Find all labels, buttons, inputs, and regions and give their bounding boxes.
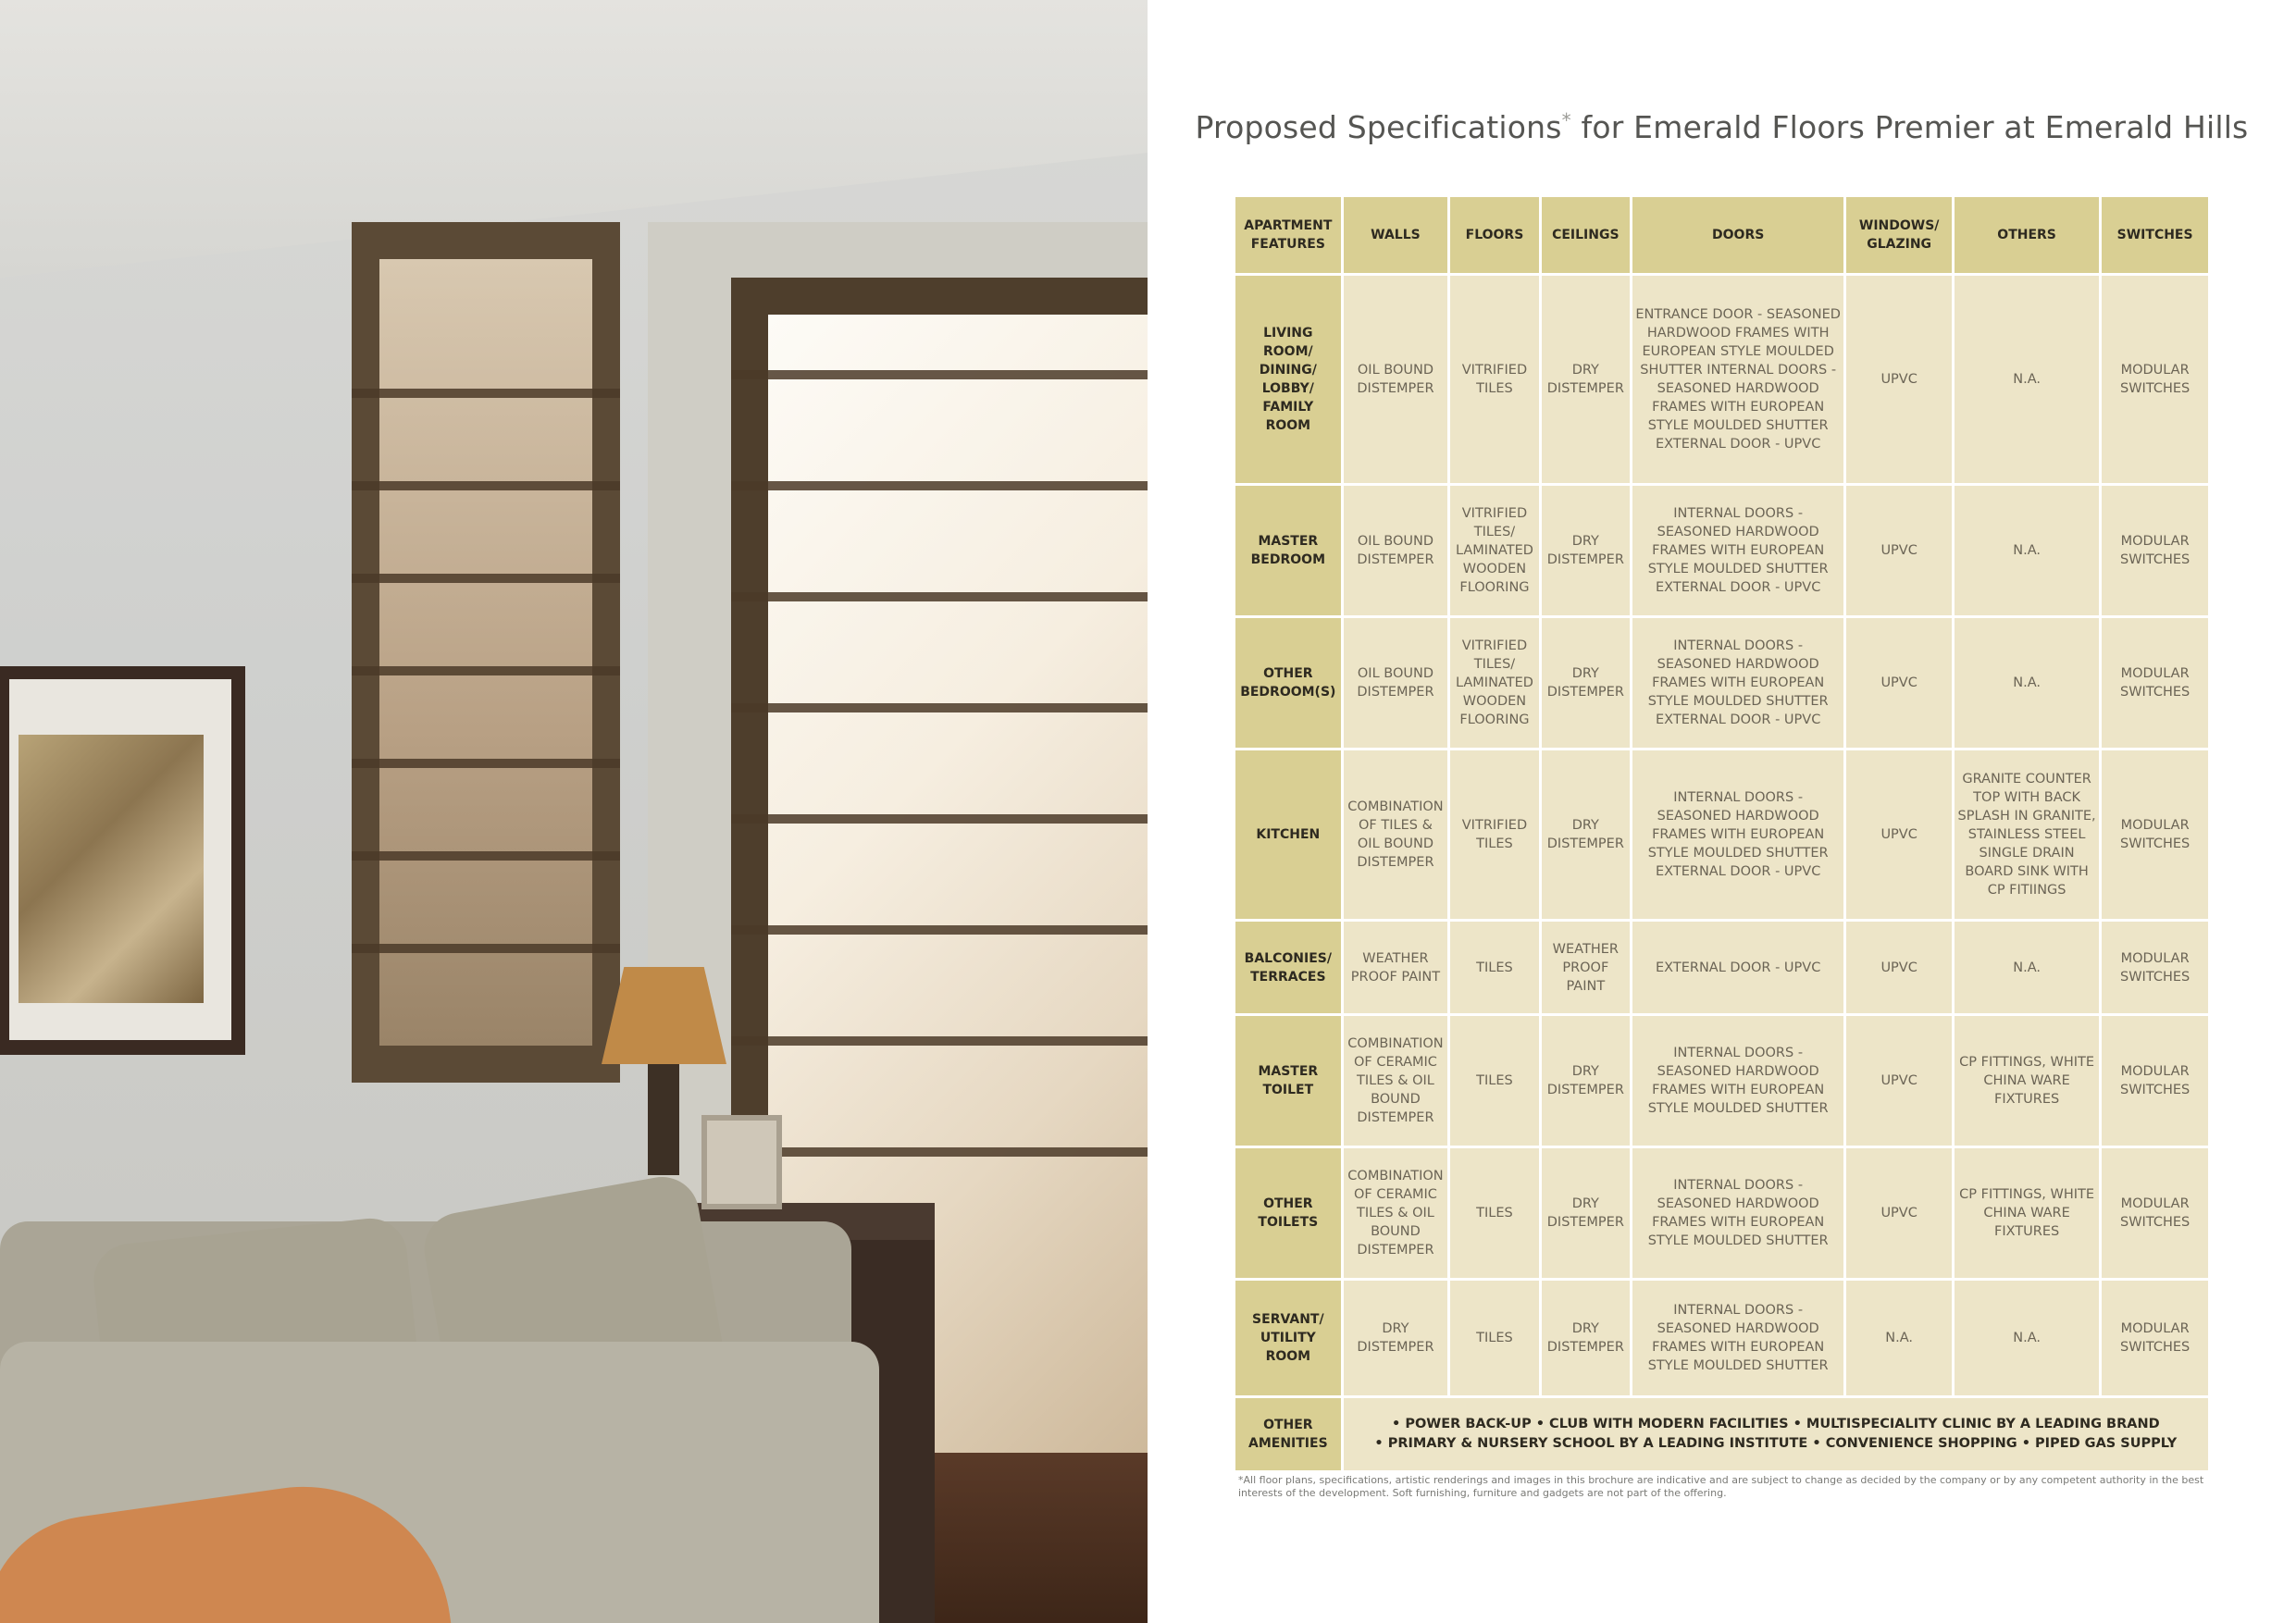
feature-cell: LIVING ROOM/ DINING/ LOBBY/ FAMILY ROOM [1235, 276, 1341, 483]
windows-cell: N.A. [1846, 1281, 1952, 1395]
blind-slat [352, 851, 620, 861]
blind-slat [731, 1147, 1148, 1157]
blind-slat [731, 1036, 1148, 1046]
windows-cell: UPVC [1846, 922, 1952, 1013]
floors-cell: TILES [1450, 1148, 1538, 1278]
ceilings-cell: DRY DISTEMPER [1542, 486, 1630, 615]
specifications-table [1233, 194, 2211, 1473]
amenities-row [1235, 1398, 2208, 1470]
doors-cell: INTERNAL DOORS - SEASONED HARDWOOD FRAMES WITH EUROPEAN STYLE MOULDED SHUTTER EXTERNAL DOOR - UPVC [1632, 618, 1843, 748]
blind-slat [731, 925, 1148, 935]
blind-slat [352, 574, 620, 583]
ceilings-cell: WEATHER PROOF PAINT [1542, 922, 1630, 1013]
header-windows-glazing: WINDOWS/ GLAZING [1846, 197, 1952, 273]
others-cell: CP FITTINGS, WHITE CHINA WARE FIXTURES [1955, 1148, 2099, 1278]
switches-cell: MODULAR SWITCHES [2102, 1016, 2208, 1146]
header-walls: WALLS [1344, 197, 1448, 273]
ceilings-cell: DRY DISTEMPER [1542, 276, 1630, 483]
feature-cell: SERVANT/ UTILITY ROOM [1235, 1281, 1341, 1395]
blind-slat [731, 481, 1148, 490]
feature-cell: MASTER TOILET [1235, 1016, 1341, 1146]
floors-cell: VITRIFIED TILES/ LAMINATED WOODEN FLOORING [1450, 618, 1538, 748]
header-others: OTHERS [1955, 197, 2099, 273]
table-header-row [1235, 197, 2208, 273]
walls-cell: WEATHER PROOF PAINT [1344, 922, 1448, 1013]
windows-cell: UPVC [1846, 750, 1952, 919]
walls-cell: OIL BOUND DISTEMPER [1344, 276, 1448, 483]
header-doors: DOORS [1632, 197, 1843, 273]
ceilings-cell: DRY DISTEMPER [1542, 618, 1630, 748]
table-row [1235, 618, 2208, 748]
switches-cell: MODULAR SWITCHES [2102, 1148, 2208, 1278]
switches-cell: MODULAR SWITCHES [2102, 618, 2208, 748]
blind-slat [731, 814, 1148, 824]
table-row [1235, 1281, 2208, 1395]
wall-picture [0, 666, 245, 1055]
header-ceilings: CEILINGS [1542, 197, 1630, 273]
walls-cell: OIL BOUND DISTEMPER [1344, 486, 1448, 615]
windows-cell: UPVC [1846, 276, 1952, 483]
ceilings-cell: DRY DISTEMPER [1542, 1148, 1630, 1278]
floors-cell: VITRIFIED TILES [1450, 276, 1538, 483]
doors-cell: INTERNAL DOORS - SEASONED HARDWOOD FRAMES WITH EUROPEAN STYLE MOULDED SHUTTER EXTERNAL DOOR - UPVC [1632, 486, 1843, 615]
floors-cell: TILES [1450, 1016, 1538, 1146]
switches-cell: MODULAR SWITCHES [2102, 750, 2208, 919]
table-row [1235, 1148, 2208, 1278]
amenities-feature-cell: OTHER AMENITIES [1235, 1398, 1341, 1470]
walls-cell: COMBINATION OF CERAMIC TILES & OIL BOUND DISTEMPER [1344, 1016, 1448, 1146]
doors-cell: INTERNAL DOORS - SEASONED HARDWOOD FRAMES WITH EUROPEAN STYLE MOULDED SHUTTER [1632, 1281, 1843, 1395]
others-cell: CP FITTINGS, WHITE CHINA WARE FIXTURES [1955, 1016, 2099, 1146]
amenities-cell [1344, 1398, 2208, 1470]
feature-cell: OTHER TOILETS [1235, 1148, 1341, 1278]
blind-slat [352, 389, 620, 398]
ceilings-cell: DRY DISTEMPER [1542, 1281, 1630, 1395]
feature-cell: BALCONIES/ TERRACES [1235, 922, 1341, 1013]
table-row [1235, 486, 2208, 615]
others-cell: N.A. [1955, 618, 2099, 748]
amenities-line-1: • POWER BACK-UP • CLUB WITH MODERN FACILITIES • MULTISPECIALITY CLINIC BY A LEADING BRAND [1392, 1417, 2160, 1431]
walls-cell: COMBINATION OF CERAMIC TILES & OIL BOUND DISTEMPER [1344, 1148, 1448, 1278]
floors-cell: TILES [1450, 922, 1538, 1013]
others-cell: N.A. [1955, 486, 2099, 615]
doors-cell: EXTERNAL DOOR - UPVC [1632, 922, 1843, 1013]
table-row [1235, 750, 2208, 919]
switches-cell: MODULAR SWITCHES [2102, 276, 2208, 483]
walls-cell: DRY DISTEMPER [1344, 1281, 1448, 1395]
switches-cell: MODULAR SWITCHES [2102, 486, 2208, 615]
windows-cell: UPVC [1846, 486, 1952, 615]
page-title [1148, 109, 2296, 145]
floors-cell: VITRIFIED TILES/ LAMINATED WOODEN FLOORING [1450, 486, 1538, 615]
switches-cell: MODULAR SWITCHES [2102, 922, 2208, 1013]
feature-cell: MASTER BEDROOM [1235, 486, 1341, 615]
blind-slat [352, 944, 620, 953]
table-row [1235, 922, 2208, 1013]
switches-cell: MODULAR SWITCHES [2102, 1281, 2208, 1395]
amenities-line-2: • PRIMARY & NURSERY SCHOOL BY A LEADING INSTITUTE • CONVENIENCE SHOPPING • PIPED GAS SUPPLY [1374, 1436, 2178, 1451]
blind-slat [731, 592, 1148, 601]
header-floors: FLOORS [1450, 197, 1538, 273]
windows-cell: UPVC [1846, 1016, 1952, 1146]
photo-frame [701, 1115, 782, 1209]
walls-cell: OIL BOUND DISTEMPER [1344, 618, 1448, 748]
feature-cell: KITCHEN [1235, 750, 1341, 919]
floors-cell: TILES [1450, 1281, 1538, 1395]
blind-slat [352, 481, 620, 490]
blind-slat [731, 703, 1148, 712]
blind-slat [731, 370, 1148, 379]
lamp-base [648, 1064, 679, 1175]
windows-cell: UPVC [1846, 618, 1952, 748]
header-switches: SWITCHES [2102, 197, 2208, 273]
blind-slat [352, 666, 620, 675]
title-text: Proposed Specifications [1195, 109, 1562, 145]
others-cell: N.A. [1955, 1281, 2099, 1395]
others-cell: N.A. [1955, 922, 2099, 1013]
feature-cell: OTHER BEDROOM(S) [1235, 618, 1341, 748]
doors-cell: ENTRANCE DOOR - SEASONED HARDWOOD FRAMES WITH EUROPEAN STYLE MOULDED SHUTTER INTERNAL DOORS - SEASONED HARDWOOD FRAMES WITH EUROPEAN STYLE MOULDED SHUTTER EXTERNAL DOOR - UPVC [1632, 276, 1843, 483]
title-suffix: for Emerald Floors Premier at Emerald Hills [1570, 109, 2249, 145]
blind-slat [352, 759, 620, 768]
ceilings-cell: DRY DISTEMPER [1542, 750, 1630, 919]
title-asterisk: * [1561, 109, 1571, 131]
table-row [1235, 1016, 2208, 1146]
window-left [352, 222, 620, 1083]
doors-cell: INTERNAL DOORS - SEASONED HARDWOOD FRAMES WITH EUROPEAN STYLE MOULDED SHUTTER [1632, 1016, 1843, 1146]
others-cell: GRANITE COUNTER TOP WITH BACK SPLASH IN GRANITE, STAINLESS STEEL SINGLE DRAIN BOARD SINK WITH CP FITIINGS [1955, 750, 2099, 919]
ceilings-cell: DRY DISTEMPER [1542, 1016, 1630, 1146]
table-row [1235, 276, 2208, 483]
floors-cell: VITRIFIED TILES [1450, 750, 1538, 919]
footnote: *All floor plans, specifications, artistic renderings and images in this brochure are indicative and are subject to change as decided by the company or by any competent authority in the best interests of the development. Soft furnishing, furniture and gadgets are not part of the offering. [1238, 1474, 2204, 1499]
others-cell: N.A. [1955, 276, 2099, 483]
walls-cell: COMBINATION OF TILES & OIL BOUND DISTEMPER [1344, 750, 1448, 919]
windows-cell: UPVC [1846, 1148, 1952, 1278]
doors-cell: INTERNAL DOORS - SEASONED HARDWOOD FRAMES WITH EUROPEAN STYLE MOULDED SHUTTER [1632, 1148, 1843, 1278]
header-apartment-features: APARTMENT FEATURES [1235, 197, 1341, 273]
doors-cell: INTERNAL DOORS - SEASONED HARDWOOD FRAMES WITH EUROPEAN STYLE MOULDED SHUTTER EXTERNAL DOOR - UPVC [1632, 750, 1843, 919]
